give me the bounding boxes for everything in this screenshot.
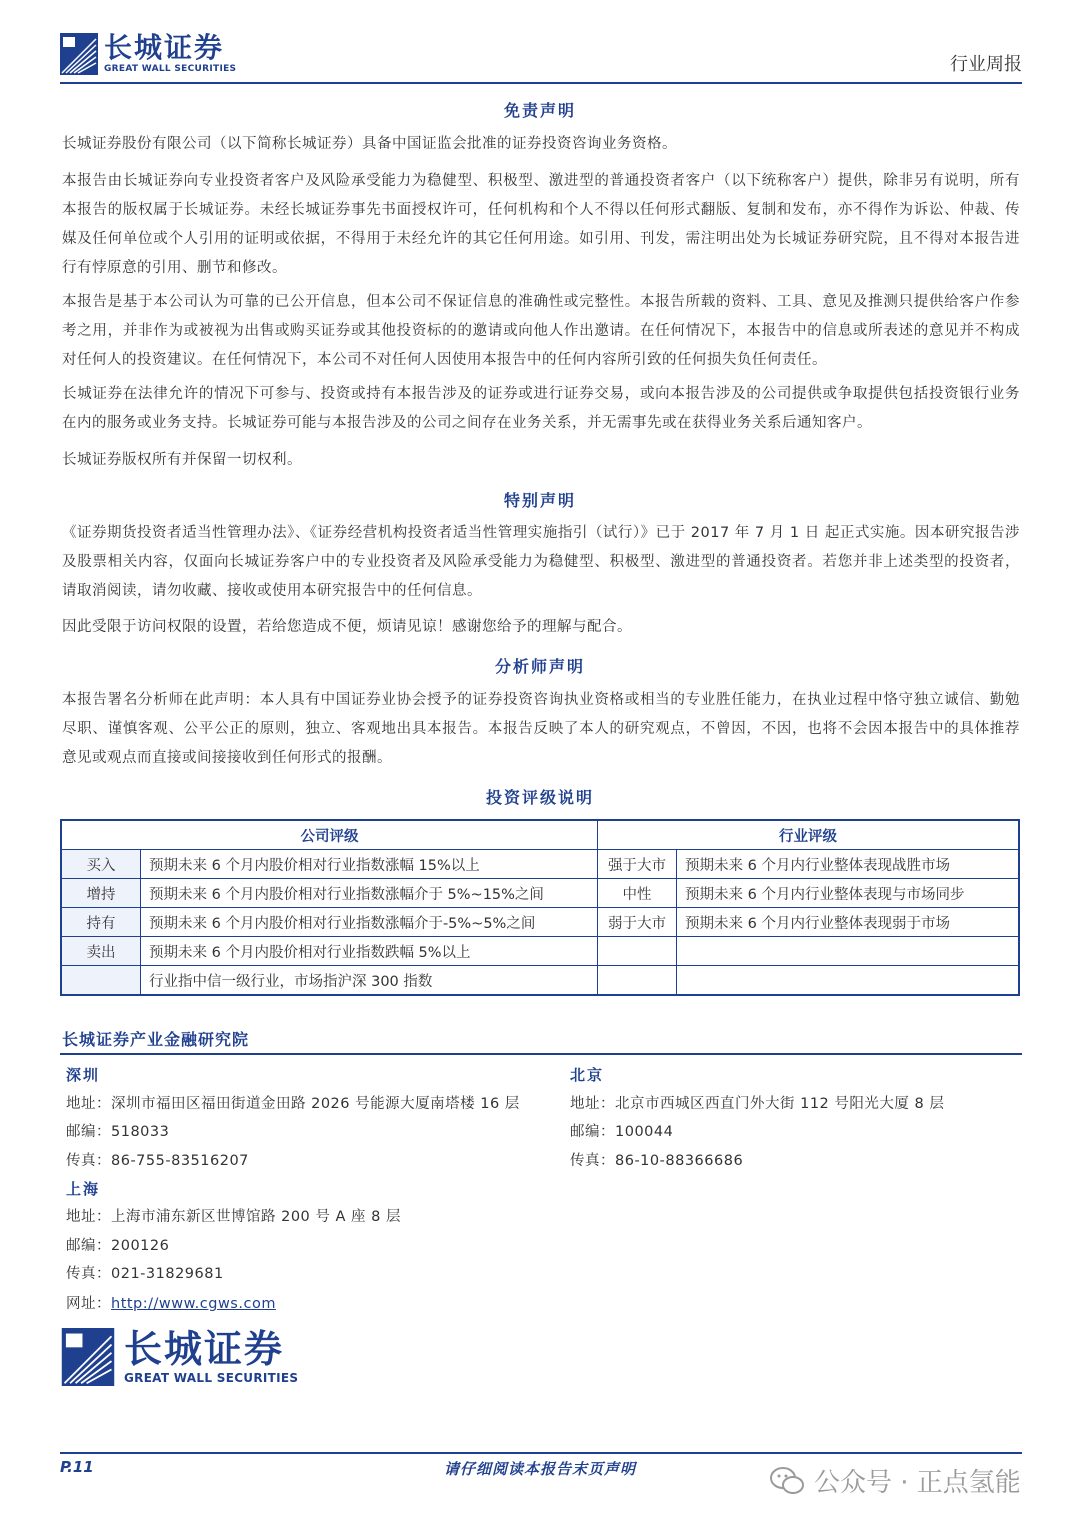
great-wall-logo-icon: [60, 33, 98, 75]
beijing-postcode: 邮编：100044: [570, 1124, 674, 1140]
institute-divider: [60, 1053, 1022, 1055]
report-type: 行业周报: [950, 54, 1022, 75]
company-rating-header: 公司评级: [61, 820, 598, 850]
footer-divider: [60, 1452, 1022, 1454]
industry-rating-header: 行业评级: [598, 820, 1020, 850]
great-wall-logo-icon: [60, 1328, 116, 1386]
footer-note: 请仔细阅读本报告末页声明: [443, 1460, 636, 1478]
beijing-address: 地址：北京市西城区西直门外大街 112 号阳光大厦 8 层: [570, 1096, 945, 1112]
watermark-text: 公众号 · 正点氢能: [814, 1468, 1021, 1498]
industry-rating-label: 中性: [598, 879, 677, 908]
special-paragraph: 《证券期货投资者适当性管理办法》、《证券经营机构投资者适当性管理实施指引（试行）》已于 2017 年 7 月 1 日 起正式实施。因本研究报告涉及股票相关内容，仅面向长城证券客户中的专业投资者及风险承受能力为稳健型、积极型、激进型的普通投资者。若您并非上述类型的投资者，请取消阅读，请勿收藏、接收或使用本研究报告中的任何信息。: [62, 525, 1020, 599]
disclaimer-paragraph: 本报告由长城证券向专业投资者客户及风险承受能力为稳健型、积极型、激进型的普通投资者客户（以下统称客户）提供，除非另有说明，所有本报告的版权属于长城证券。未经长城证券事先书面授权许可，任何机构和个人不得以任何形式翻版、复制和发布，亦不得作为诉讼、仲裁、传媒及任何单位或个人引用的证明或依据，不得用于未经允许的其它任何用途。如引用、刊发，需注明出处为长城证券研究院，且不得对本报告进行有悖原意的引用、删节和修改。: [62, 173, 1020, 276]
page-header: [60, 28, 1022, 80]
website-link[interactable]: http://www.cgws.com: [111, 1296, 276, 1312]
company-rating-label: 增持: [61, 879, 141, 908]
shenzhen-address: 地址：深圳市福田区福田街道金田路 2026 号能源大厦南塔楼 16 层: [66, 1096, 520, 1112]
disclaimer-title: 免责声明: [503, 101, 576, 120]
watermark: [770, 1462, 1021, 1499]
brand-logo: [60, 28, 236, 80]
industry-rating-label: [598, 937, 677, 966]
shanghai-postcode: 邮编：200126: [66, 1238, 170, 1254]
company-rating-desc: 预期未来 6 个月内股价相对行业指数跌幅 5%以上: [141, 937, 598, 966]
rating-table: [60, 819, 1020, 996]
company-rating-desc: 预期未来 6 个月内股价相对行业指数涨幅介于-5%~5%之间: [141, 908, 598, 937]
industry-rating-label: 强于大市: [598, 850, 677, 879]
disclaimer-paragraph: 本报告是基于本公司认为可靠的已公开信息，但本公司不保证信息的准确性或完整性。本报告所载的资料、工具、意见及推测只提供给客户作参考之用，并非作为或被视为出售或购买证券或其他投资标的的邀请或向他人作出邀请。在任何情况下，本报告中的信息或所表述的意见并不构成对任何人的投资建议。在任何情况下，本公司不对任何人因使用本报告中的任何内容所引致的任何损失负任何责任。: [62, 294, 1020, 368]
special-title: 特别声明: [503, 491, 576, 510]
table-row: [61, 850, 1019, 879]
table-row: [61, 879, 1019, 908]
logo-cn-text: 长城证券: [124, 1327, 285, 1371]
company-rating-desc: 预期未来 6 个月内股价相对行业指数涨幅介于 5%~15%之间: [141, 879, 598, 908]
shanghai-fax: 传真：021-31829681: [66, 1266, 224, 1282]
logo-cn-text: 长城证券: [104, 31, 225, 64]
company-rating-desc: 预期未来 6 个月内股价相对行业指数涨幅 15%以上: [141, 850, 598, 879]
shanghai-address: 地址：上海市浦东新区世博馆路 200 号 A 座 8 层: [66, 1209, 401, 1225]
analyst-paragraph: 本报告署名分析师在此声明：本人具有中国证券业协会授予的证券投资咨询执业资格或相当的专业胜任能力，在执业过程中恪守独立诚信、勤勉尽职、谨慎客观、公平公正的原则，独立、客观地出具本报告。本报告反映了本人的研究观点，不曾因，不因，也将不会因本报告中的具体推荐意见或观点而直接或间接接收到任何形式的报酬。: [62, 692, 1020, 766]
industry-rating-desc: [677, 937, 1020, 966]
city-shenzhen: 深圳: [66, 1066, 101, 1084]
table-row: [61, 937, 1019, 966]
company-rating-label: 买入: [61, 850, 141, 879]
disclaimer-paragraph: 长城证券在法律允许的情况下可参与、投资或持有本报告涉及的证券或进行证券交易，或向本报告涉及的公司提供或争取提供包括投资银行业务在内的服务或业务支持。长城证券可能与本报告涉及的公司之间存在业务关系，并无需事先或在获得业务关系后通知客户。: [62, 386, 1020, 431]
logo-en-text: GREAT WALL SECURITIES: [104, 64, 237, 74]
company-rating-label: 持有: [61, 908, 141, 937]
header-divider: [60, 82, 1022, 84]
brand-logo-large: [60, 1328, 298, 1386]
wechat-icon: [770, 1466, 804, 1496]
website-label: 网址：: [66, 1296, 111, 1312]
city-shanghai: 上海: [66, 1180, 101, 1198]
empty-cell: [677, 966, 1020, 996]
page-number: P.11: [60, 1458, 94, 1476]
logo-en-text: GREAT WALL SECURITIES: [124, 1371, 299, 1385]
industry-rating-label: 弱于大市: [598, 908, 677, 937]
disclaimer-paragraph: 长城证券股份有限公司（以下简称长城证券）具备中国证监会批准的证券投资咨询业务资格。: [62, 136, 677, 152]
empty-cell: [598, 966, 677, 996]
shenzhen-fax: 传真：86-755-83516207: [66, 1153, 249, 1169]
website-row: [66, 1294, 276, 1314]
shenzhen-postcode: 邮编：518033: [66, 1124, 170, 1140]
industry-rating-desc: 预期未来 6 个月内行业整体表现与市场同步: [677, 879, 1020, 908]
industry-rating-desc: 预期未来 6 个月内行业整体表现弱于市场: [677, 908, 1020, 937]
institute-title: 长城证券产业金融研究院: [62, 1030, 250, 1049]
industry-rating-desc: 预期未来 6 个月内行业整体表现战胜市场: [677, 850, 1020, 879]
beijing-fax: 传真：86-10-88366686: [570, 1153, 744, 1169]
table-header-row: [61, 820, 1019, 850]
special-paragraph: 因此受限于访问权限的设置，若给您造成不便，烦请见谅！感谢您给予的理解与配合。: [62, 619, 632, 635]
analyst-title: 分析师声明: [494, 657, 585, 676]
rating-note: 行业指中信一级行业，市场指沪深 300 指数: [141, 966, 598, 996]
city-beijing: 北京: [570, 1066, 605, 1084]
disclaimer-paragraph: 长城证券版权所有并保留一切权利。: [62, 452, 302, 468]
empty-cell: [61, 966, 141, 996]
table-row: [61, 966, 1019, 996]
company-rating-label: 卖出: [61, 937, 141, 966]
rating-title: 投资评级说明: [485, 788, 594, 807]
table-row: [61, 908, 1019, 937]
